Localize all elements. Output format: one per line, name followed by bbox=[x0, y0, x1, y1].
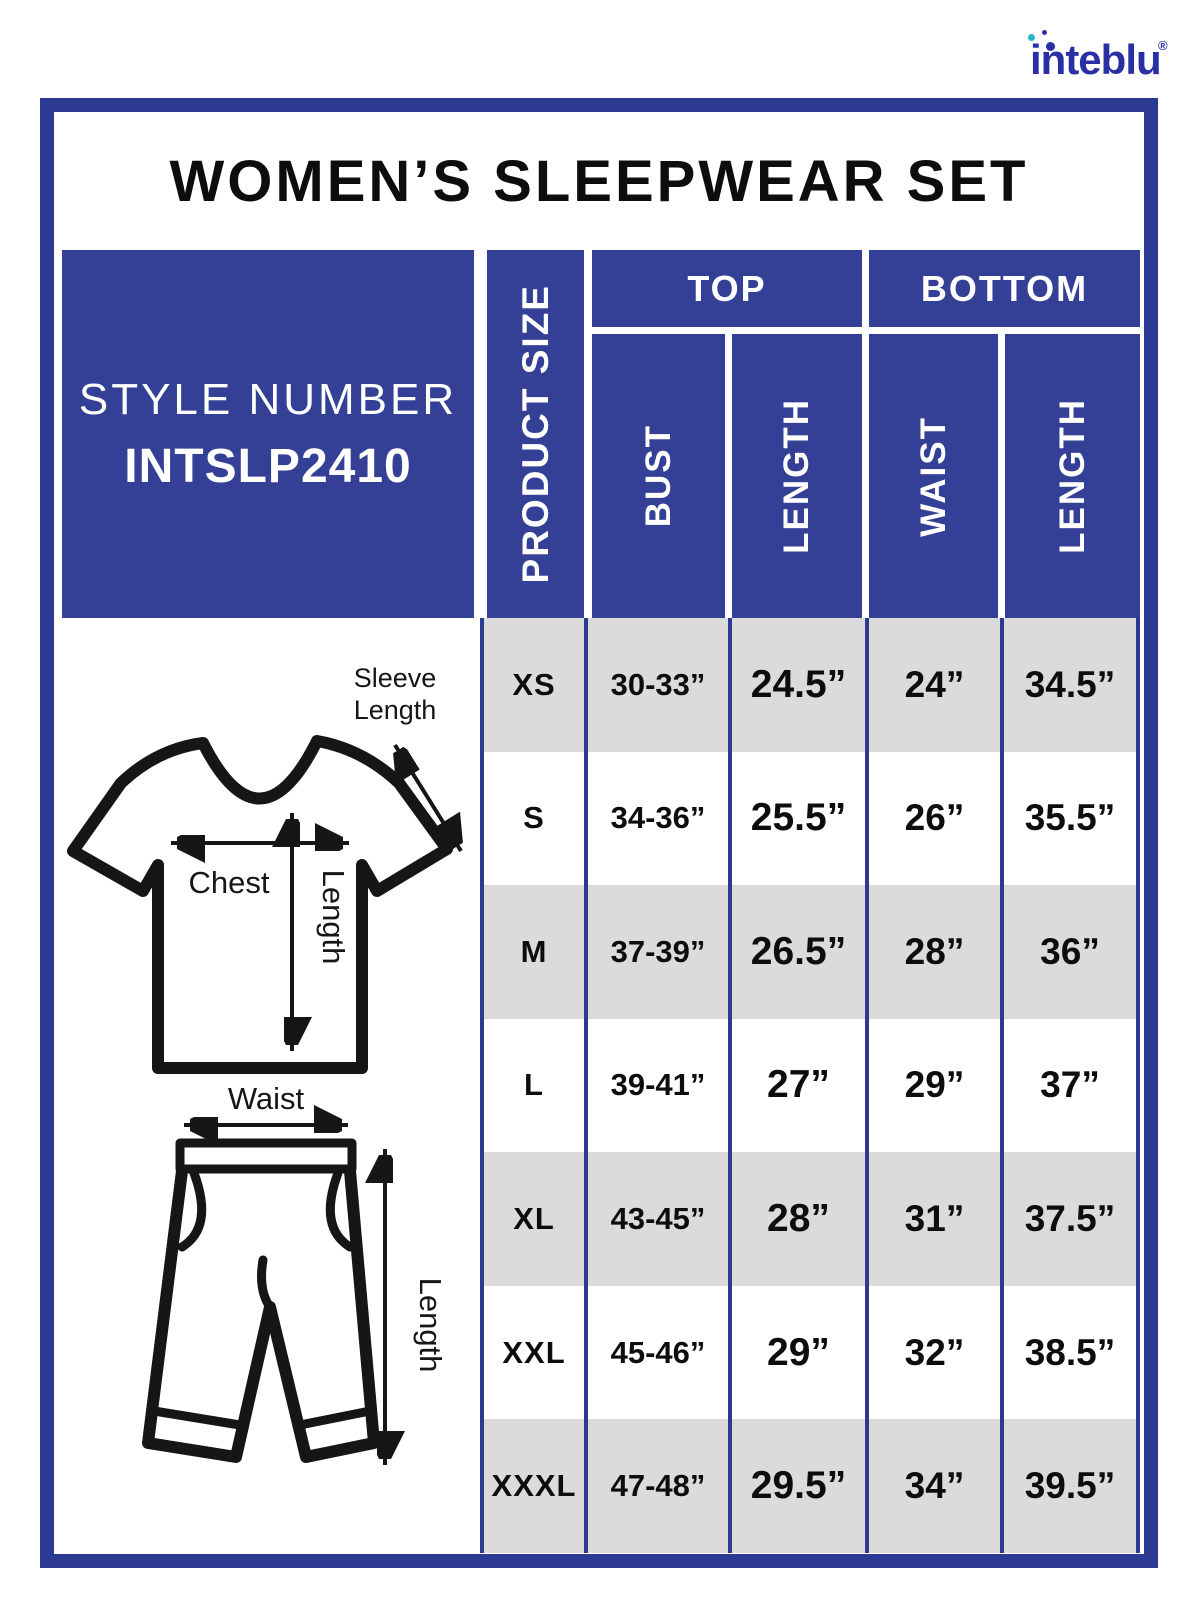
waist-cell: 29” bbox=[865, 1019, 1000, 1153]
bust-cell: 47-48” bbox=[584, 1419, 728, 1553]
size-cell: M bbox=[480, 885, 584, 1019]
bust-label: BUST bbox=[638, 424, 678, 528]
top-length-cell: 27” bbox=[728, 1019, 865, 1153]
pants-left-cuff bbox=[154, 1411, 240, 1425]
waist-cell: 24” bbox=[865, 618, 1000, 752]
size-cell: XXXL bbox=[480, 1419, 584, 1553]
size-cell: L bbox=[480, 1019, 584, 1153]
waist-label: WAIST bbox=[913, 415, 953, 537]
pants-waistband bbox=[180, 1143, 352, 1169]
top-length-cell: 29.5” bbox=[728, 1419, 865, 1553]
waist-cell: 32” bbox=[865, 1286, 1000, 1420]
bottom-length-cell: 35.5” bbox=[1000, 752, 1140, 886]
sparkle-dot-small-icon bbox=[1042, 30, 1047, 35]
bust-cell: 30-33” bbox=[584, 618, 728, 752]
bottom-length-cell: 34.5” bbox=[1000, 618, 1140, 752]
bottom-length-cell: 36” bbox=[1000, 885, 1140, 1019]
bust-cell: 43-45” bbox=[584, 1152, 728, 1286]
size-cell: XL bbox=[480, 1152, 584, 1286]
style-number-value: INTSLP2410 bbox=[124, 439, 412, 493]
header-product-size bbox=[487, 250, 584, 618]
header-top-length bbox=[732, 334, 862, 618]
style-number-label: STYLE NUMBER bbox=[78, 374, 458, 424]
top-length-cell: 24.5” bbox=[728, 618, 865, 752]
top-length-cell: 25.5” bbox=[728, 752, 865, 886]
waist-cell: 28” bbox=[865, 885, 1000, 1019]
waist-cell: 26” bbox=[865, 752, 1000, 886]
tshirt-outline bbox=[73, 741, 447, 1068]
header-group-bottom: BOTTOM bbox=[869, 250, 1140, 327]
pants-diagram bbox=[130, 1075, 470, 1545]
bust-cell: 34-36” bbox=[584, 752, 728, 886]
brand-name: inteblu bbox=[1030, 36, 1161, 83]
header-waist bbox=[869, 334, 998, 618]
bottom-length-label: LENGTH bbox=[1052, 398, 1092, 554]
sleeve-length-label-line2: Length bbox=[353, 695, 437, 725]
pants-crotch-seam bbox=[262, 1260, 270, 1307]
top-length-cell: 29” bbox=[728, 1286, 865, 1420]
table-row-m bbox=[480, 885, 1140, 1019]
bust-cell: 39-41” bbox=[584, 1019, 728, 1153]
header-group-top: TOP bbox=[592, 250, 862, 327]
top-length-label: LENGTH bbox=[777, 398, 816, 554]
top-length-cell: 26.5” bbox=[728, 885, 865, 1019]
size-cell: XXL bbox=[480, 1286, 584, 1420]
top-length-cell: 28” bbox=[728, 1152, 865, 1286]
size-cell: S bbox=[480, 752, 584, 886]
shirt-length-label: Length bbox=[316, 869, 351, 965]
bottom-length-cell: 37” bbox=[1000, 1019, 1140, 1153]
sleeve-length-label-line1: Sleeve bbox=[353, 663, 437, 693]
bottom-length-cell: 38.5” bbox=[1000, 1286, 1140, 1420]
header-bottom-length bbox=[1005, 334, 1140, 618]
table-row-xs bbox=[480, 618, 1140, 752]
brand-logo bbox=[1000, 16, 1190, 94]
table-row-xl bbox=[480, 1152, 1140, 1286]
table-row-xxl bbox=[480, 1286, 1140, 1420]
header-bust bbox=[592, 334, 725, 618]
page-title: WOMEN’S SLEEPWEAR SET bbox=[169, 149, 1029, 214]
bust-cell: 45-46” bbox=[584, 1286, 728, 1420]
bottom-length-cell: 39.5” bbox=[1000, 1419, 1140, 1553]
product-size-label: PRODUCT SIZE bbox=[514, 284, 556, 584]
bust-cell: 37-39” bbox=[584, 885, 728, 1019]
table-row-s bbox=[480, 752, 1140, 886]
size-cell: XS bbox=[480, 618, 584, 752]
waist-cell: 34” bbox=[865, 1419, 1000, 1553]
table-row-xxxl bbox=[480, 1419, 1140, 1553]
pants-length-label: Length bbox=[413, 1277, 448, 1373]
size-table bbox=[480, 618, 1140, 1553]
tshirt-diagram bbox=[65, 655, 470, 1080]
pants-waist-label: Waist bbox=[227, 1081, 305, 1116]
style-number-panel bbox=[62, 250, 474, 618]
registered-trademark: ® bbox=[1158, 38, 1168, 53]
pants-right-cuff bbox=[300, 1411, 370, 1425]
bottom-length-cell: 37.5” bbox=[1000, 1152, 1140, 1286]
waist-cell: 31” bbox=[865, 1152, 1000, 1286]
table-row-l bbox=[480, 1019, 1140, 1153]
chest-label: Chest bbox=[188, 865, 270, 900]
